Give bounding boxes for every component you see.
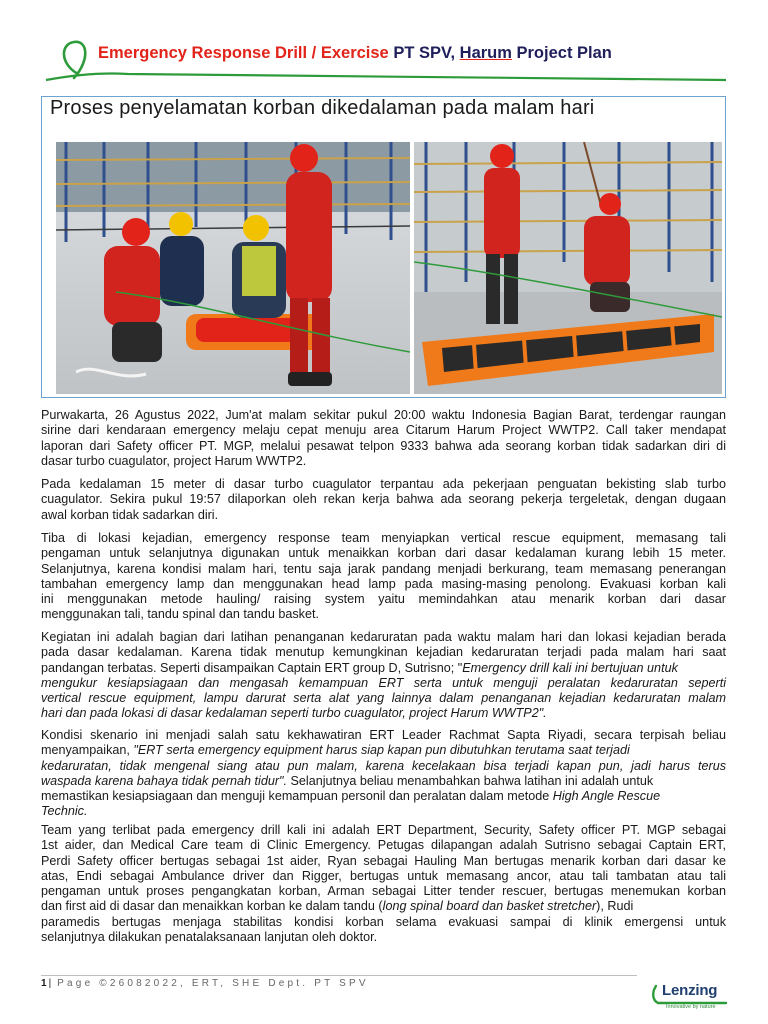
- text-run: menyampaikan,: [41, 743, 134, 758]
- paragraph-6: [41, 823, 726, 945]
- rescue-photo-left: [56, 142, 410, 394]
- text-run: memastikan kesiapsiagaan dan menguji kemampuan personil dan peralatan dalam metode: [41, 789, 553, 804]
- paragraph-line: Kondisi skenario ini menjadi salah satu kekhawatiran ERT Leader Rachmat Sapta Riyadi, secara terpisah beliau: [41, 728, 726, 742]
- italic-run: High Angle Rescue: [552, 789, 661, 804]
- paragraph-line: Pada kedalaman 15 meter di dasar turbo cuagulator terpantau ada pekerjaan penguatan bekisting slab turbo: [41, 477, 726, 491]
- paragraph-line: pengaman untuk proses pengangkatan korban, Arman sebagai Litter tender rescuer, bertugas menemukan korban: [41, 884, 726, 899]
- footer-label: Page ©26082022, ERT, SHE Dept. PT SPV: [57, 978, 369, 989]
- paragraph-line: cuagulator. Sekira pukul 19:57 dilaporkan oleh rekan kerja bahwa ada seorang pekerja tergeletak, dengan dugaan: [41, 492, 726, 507]
- photo-section-title: Proses penyelamatan korban dikedalaman pada malam hari: [50, 97, 595, 119]
- paragraph-line: Kegiatan ini adalah bagian dari latihan penanganan kedaruratan pada waktu malam hari dan lokasi kejadian berada: [41, 630, 726, 644]
- rescue-photo-right: [414, 142, 722, 394]
- paragraph-line: awal korban tidak sadarkan diri.: [41, 507, 219, 522]
- paragraph-line: sirine dari kendaraan emergency melaju cepat menuju area Citarum Harum Project WWTP2. Call taker mendapat: [41, 423, 726, 438]
- paragraph-line: ini menggunakan metode hauling/ raising system yaitu memindahkan atau menarik korban dari dasar: [41, 592, 726, 607]
- paragraph-line: paramedis bertugas menjaga stabilitas kondisi korban selama evakuasi sampai di klinik emergensi untuk: [41, 914, 726, 929]
- page-footer: [41, 978, 369, 989]
- paragraph-line: Perdi Safety officer bertugas sebagai 1st aider, Ryan sebagai Hauling Man bertugas menarik korban dari dasar ke: [41, 853, 726, 868]
- paragraph-line: [41, 743, 726, 758]
- page-number: 1: [41, 978, 47, 989]
- paragraph-line: dasar turbo cuagulator, project Harum WWTP2.: [41, 453, 307, 468]
- paragraph-4: [41, 630, 726, 722]
- paragraph-1: [41, 408, 726, 469]
- paragraph-line: Technic.: [41, 804, 88, 819]
- paragraph-line: pada dasar kedalaman. Karena tidak menutup kemungkinan kejadian kedaruratan terjadi pada malam hari saat: [41, 645, 726, 660]
- paragraph-line: selanjutnya dilakukan penatalaksanaan lanjutan oleh doktor.: [41, 930, 378, 945]
- paragraph-5: [41, 728, 726, 820]
- footer-divider: [41, 975, 637, 976]
- paragraph-line: [41, 774, 726, 789]
- italic-run: long spinal board dan basket stretcher: [382, 899, 597, 914]
- paragraph-line: vertical rescue equipment, lampu darurat serta alat yang lainnya dalam penanganan kejadian kedaruratan malam: [41, 691, 726, 706]
- logo-wordmark: Lenzing: [662, 982, 718, 999]
- paragraph-line: 1st aider, dan Medical Care team di Clinic Emergency. Petugas dilapangan adalah Sutrisno sebagai Captain ERT,: [41, 838, 726, 853]
- quote-run: Emergency drill kali ini bertujuan untuk: [462, 660, 678, 675]
- paragraph-3: [41, 531, 726, 623]
- text-run: ), Rudi: [596, 899, 634, 914]
- paragraph-line: Purwakarta, 26 Agustus 2022, Jum'at malam sekitar pukul 20:00 waktu Indonesia Bagian Barat, terdengar raungan: [41, 408, 726, 422]
- lenzing-logo: [650, 982, 730, 1016]
- paragraph-line: laporan dari Safety officer PT. MGP, melalui pesawat telpon 9333 bahwa ada seorang korban tidak sadarkan diri di: [41, 438, 726, 453]
- paragraph-line: Selanjutnya, karena kondisi malam hari, tentu saja jarak pandang menjadi berkurang, team memasang penerangan: [41, 561, 726, 576]
- text-run: pandangan terbatas. Seperti disampaikan Captain ERT group D, Sutrisno; ": [41, 660, 463, 675]
- footer-separator: |: [48, 978, 52, 989]
- logo-tagline: Innovative by nature: [666, 1004, 716, 1010]
- page-header-title: [98, 44, 612, 63]
- paragraph-2: [41, 477, 726, 523]
- header-title-part4: Harum: [459, 44, 512, 62]
- paragraph-line: tambahan emergency lamp dan menggunakan head lamp pada masing-masing penolong. Evakuasi korban kali: [41, 576, 726, 591]
- header-title-part2: Drill / Exercise: [270, 44, 394, 62]
- paragraph-line: kedaruratan, tidak mengenal siang atau pun malam, karena kecelakaan bisa terjadi kapan pun, jadi harus terus: [41, 758, 726, 773]
- quote-run: waspada karena bahaya tidak pernah tidur".: [41, 773, 288, 788]
- paragraph-line: atas, Endi sebagai Ambulance driver dan Rigger, bertugas untuk memasang ancor, atau tali tambatan atau tali: [41, 868, 726, 883]
- paragraph-line: hari dan pada lokasi di dasar kedalaman seperti turbo cuagulator, project Harum WWTP2".: [41, 706, 547, 721]
- paragraph-line: pengaman untuk selanjutnya digunakan untuk menaikkan korban dari dasar kedalaman kurang lebih 15 meter.: [41, 546, 726, 561]
- paragraph-line: [41, 661, 726, 676]
- quote-run: "ERT serta emergency equipment harus siap kapan pun dibutuhkan terutama saat terjadi: [133, 743, 630, 758]
- text-run: dan first aid di dasar dan menaikkan korban ke dalam tandu (: [41, 899, 383, 914]
- paragraph-line: [41, 899, 726, 914]
- header-title-part1: Emergency Response: [98, 44, 271, 62]
- header-title-part5: Project Plan: [511, 44, 612, 62]
- paragraph-line: mengukur kesiapsiagaan dan mengasah kemampuan ERT serta untuk menguji peralatan kedaruratan seperti: [41, 675, 726, 690]
- paragraph-line: [41, 789, 726, 804]
- paragraph-line: Tiba di lokasi kejadian, emergency response team menyiapkan vertical rescue equipment, memasang tali: [41, 531, 726, 545]
- text-run: Selanjutnya beliau menambahkan bahwa latihan ini adalah untuk: [287, 773, 654, 788]
- header-title-part3: PT SPV,: [393, 44, 460, 62]
- paragraph-line: Team yang terlibat pada emergency drill kali ini adalah ERT Department, Security, Safety officer PT. MGP sebagai: [41, 823, 726, 837]
- paragraph-line: menggunakan tali, tandu spinal dan tandu basket.: [41, 607, 319, 622]
